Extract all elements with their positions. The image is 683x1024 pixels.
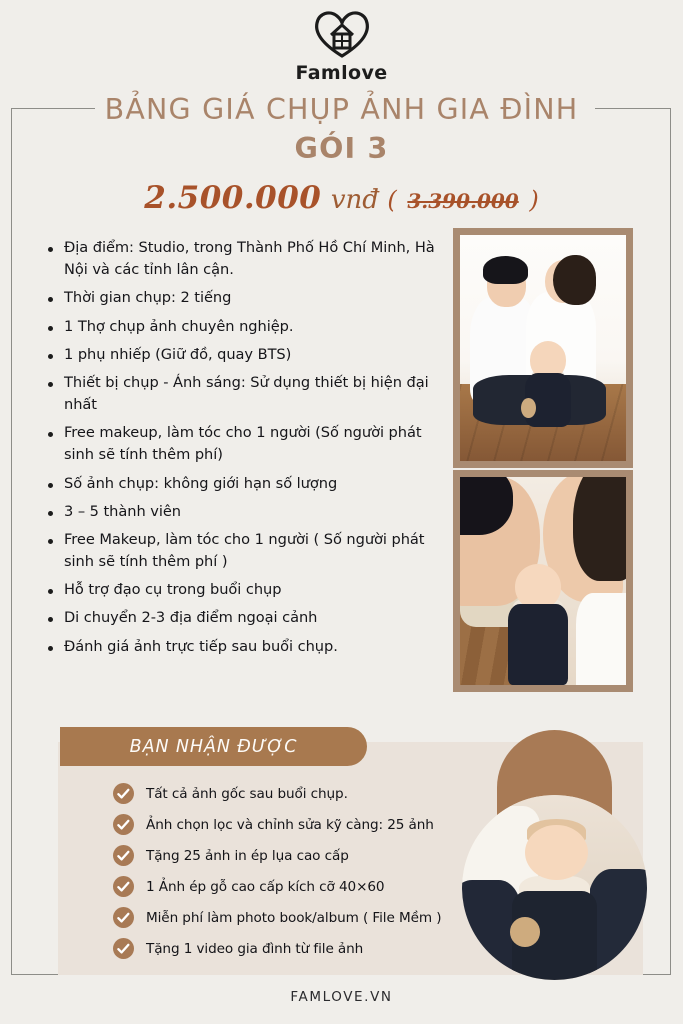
price-amount: 2.500.000 [144, 180, 322, 216]
brand-logo [0, 8, 683, 84]
benefit-text: Tặng 25 ảnh in ép lụa cao cấp [146, 847, 349, 864]
bullet-icon [48, 432, 53, 437]
check-circle-icon [113, 938, 134, 959]
paren-open: ( [387, 186, 397, 214]
bullet-icon [48, 483, 53, 488]
check-circle-icon [113, 814, 134, 835]
feature-text: 1 Thợ chụp ảnh chuyên nghiệp. [64, 317, 294, 335]
list-item [113, 778, 493, 809]
family-photo-top [453, 228, 633, 468]
bullet-icon [48, 247, 53, 252]
page-title [0, 92, 683, 167]
family-photo-bottom [453, 470, 633, 692]
paren-close: ) [529, 186, 539, 214]
feature-text: Số ảnh chụp: không giới hạn số lượng [64, 474, 338, 492]
list-item [48, 344, 448, 366]
list-item [48, 636, 448, 658]
check-circle-icon [113, 845, 134, 866]
list-item [48, 316, 448, 338]
list-item [48, 607, 448, 629]
feature-text: Di chuyển 2-3 địa điểm ngoại cảnh [64, 609, 318, 627]
benefits-banner-label: BẠN NHẬN ĐƯỢC [129, 736, 298, 757]
bullet-icon [48, 382, 53, 387]
bullet-icon [48, 511, 53, 516]
old-price-amount: 3.390.000 [407, 189, 519, 213]
feature-text: Thiết bị chụp - Ánh sáng: Sử dụng thiết bị hiện đại nhất [64, 373, 429, 414]
feature-text: Free Makeup, làm tóc cho 1 người ( Số người phát sinh sẽ tính thêm phí ) [64, 530, 425, 571]
brand-name: Famlove [295, 62, 388, 84]
list-item [48, 579, 448, 601]
bullet-icon [48, 354, 53, 359]
price-row [0, 180, 683, 216]
list-item [113, 933, 493, 964]
bullet-icon [48, 589, 53, 594]
benefits-banner [60, 727, 367, 766]
list-item [113, 840, 493, 871]
feature-text: Địa điểm: Studio, trong Thành Phố Hồ Chí Minh, Hà Nội và các tỉnh lân cận. [64, 239, 435, 279]
list-item [48, 372, 448, 416]
package-label: GÓI 3 [294, 131, 389, 165]
feature-text: 1 phụ nhiếp (Giữ đồ, quay BTS) [64, 345, 292, 363]
price-currency: vnđ [330, 185, 379, 215]
check-circle-icon [113, 907, 134, 928]
list-item [113, 809, 493, 840]
bullet-icon [48, 539, 53, 544]
list-item [48, 422, 448, 466]
bullet-icon [48, 646, 53, 651]
list-item [48, 529, 448, 573]
check-circle-icon [113, 876, 134, 897]
list-item [113, 902, 493, 933]
benefit-text: Ảnh chọn lọc và chỉnh sửa kỹ càng: 25 ảnh [146, 816, 434, 833]
benefit-text: Tất cả ảnh gốc sau buổi chụp. [146, 785, 348, 802]
benefits-list [113, 778, 493, 964]
old-price-group [387, 186, 538, 214]
bullet-icon [48, 297, 53, 302]
feature-text: Đánh giá ảnh trực tiếp sau buổi chụp. [64, 637, 338, 655]
bullet-icon [48, 617, 53, 622]
list-item [48, 287, 448, 309]
bullet-icon [48, 326, 53, 331]
feature-text: Hỗ trợ đạo cụ trong buổi chụp [64, 581, 282, 599]
benefit-text: 1 Ảnh ép gỗ cao cấp kích cỡ 40×60 [146, 878, 385, 895]
footer [0, 988, 683, 1006]
list-item [48, 237, 448, 281]
benefit-text: Tặng 1 video gia đình từ file ảnh [146, 940, 364, 957]
benefit-text: Miễn phí làm photo book/album ( File Mềm ) [146, 909, 442, 926]
list-item [48, 501, 448, 523]
feature-text: Free makeup, làm tóc cho 1 người (Số người phát sinh sẽ tính thêm phí) [64, 424, 422, 464]
feature-text: Thời gian chụp: 2 tiếng [64, 289, 232, 307]
website-url: FAMLOVE.VN [290, 989, 393, 1005]
list-item [113, 871, 493, 902]
feature-list [48, 237, 448, 664]
feature-text: 3 – 5 thành viên [64, 502, 181, 520]
list-item [48, 473, 448, 495]
title-main-text: BẢNG GIÁ CHỤP ẢNH GIA ĐÌNH [104, 93, 579, 126]
heart-house-icon [311, 8, 373, 60]
check-circle-icon [113, 783, 134, 804]
